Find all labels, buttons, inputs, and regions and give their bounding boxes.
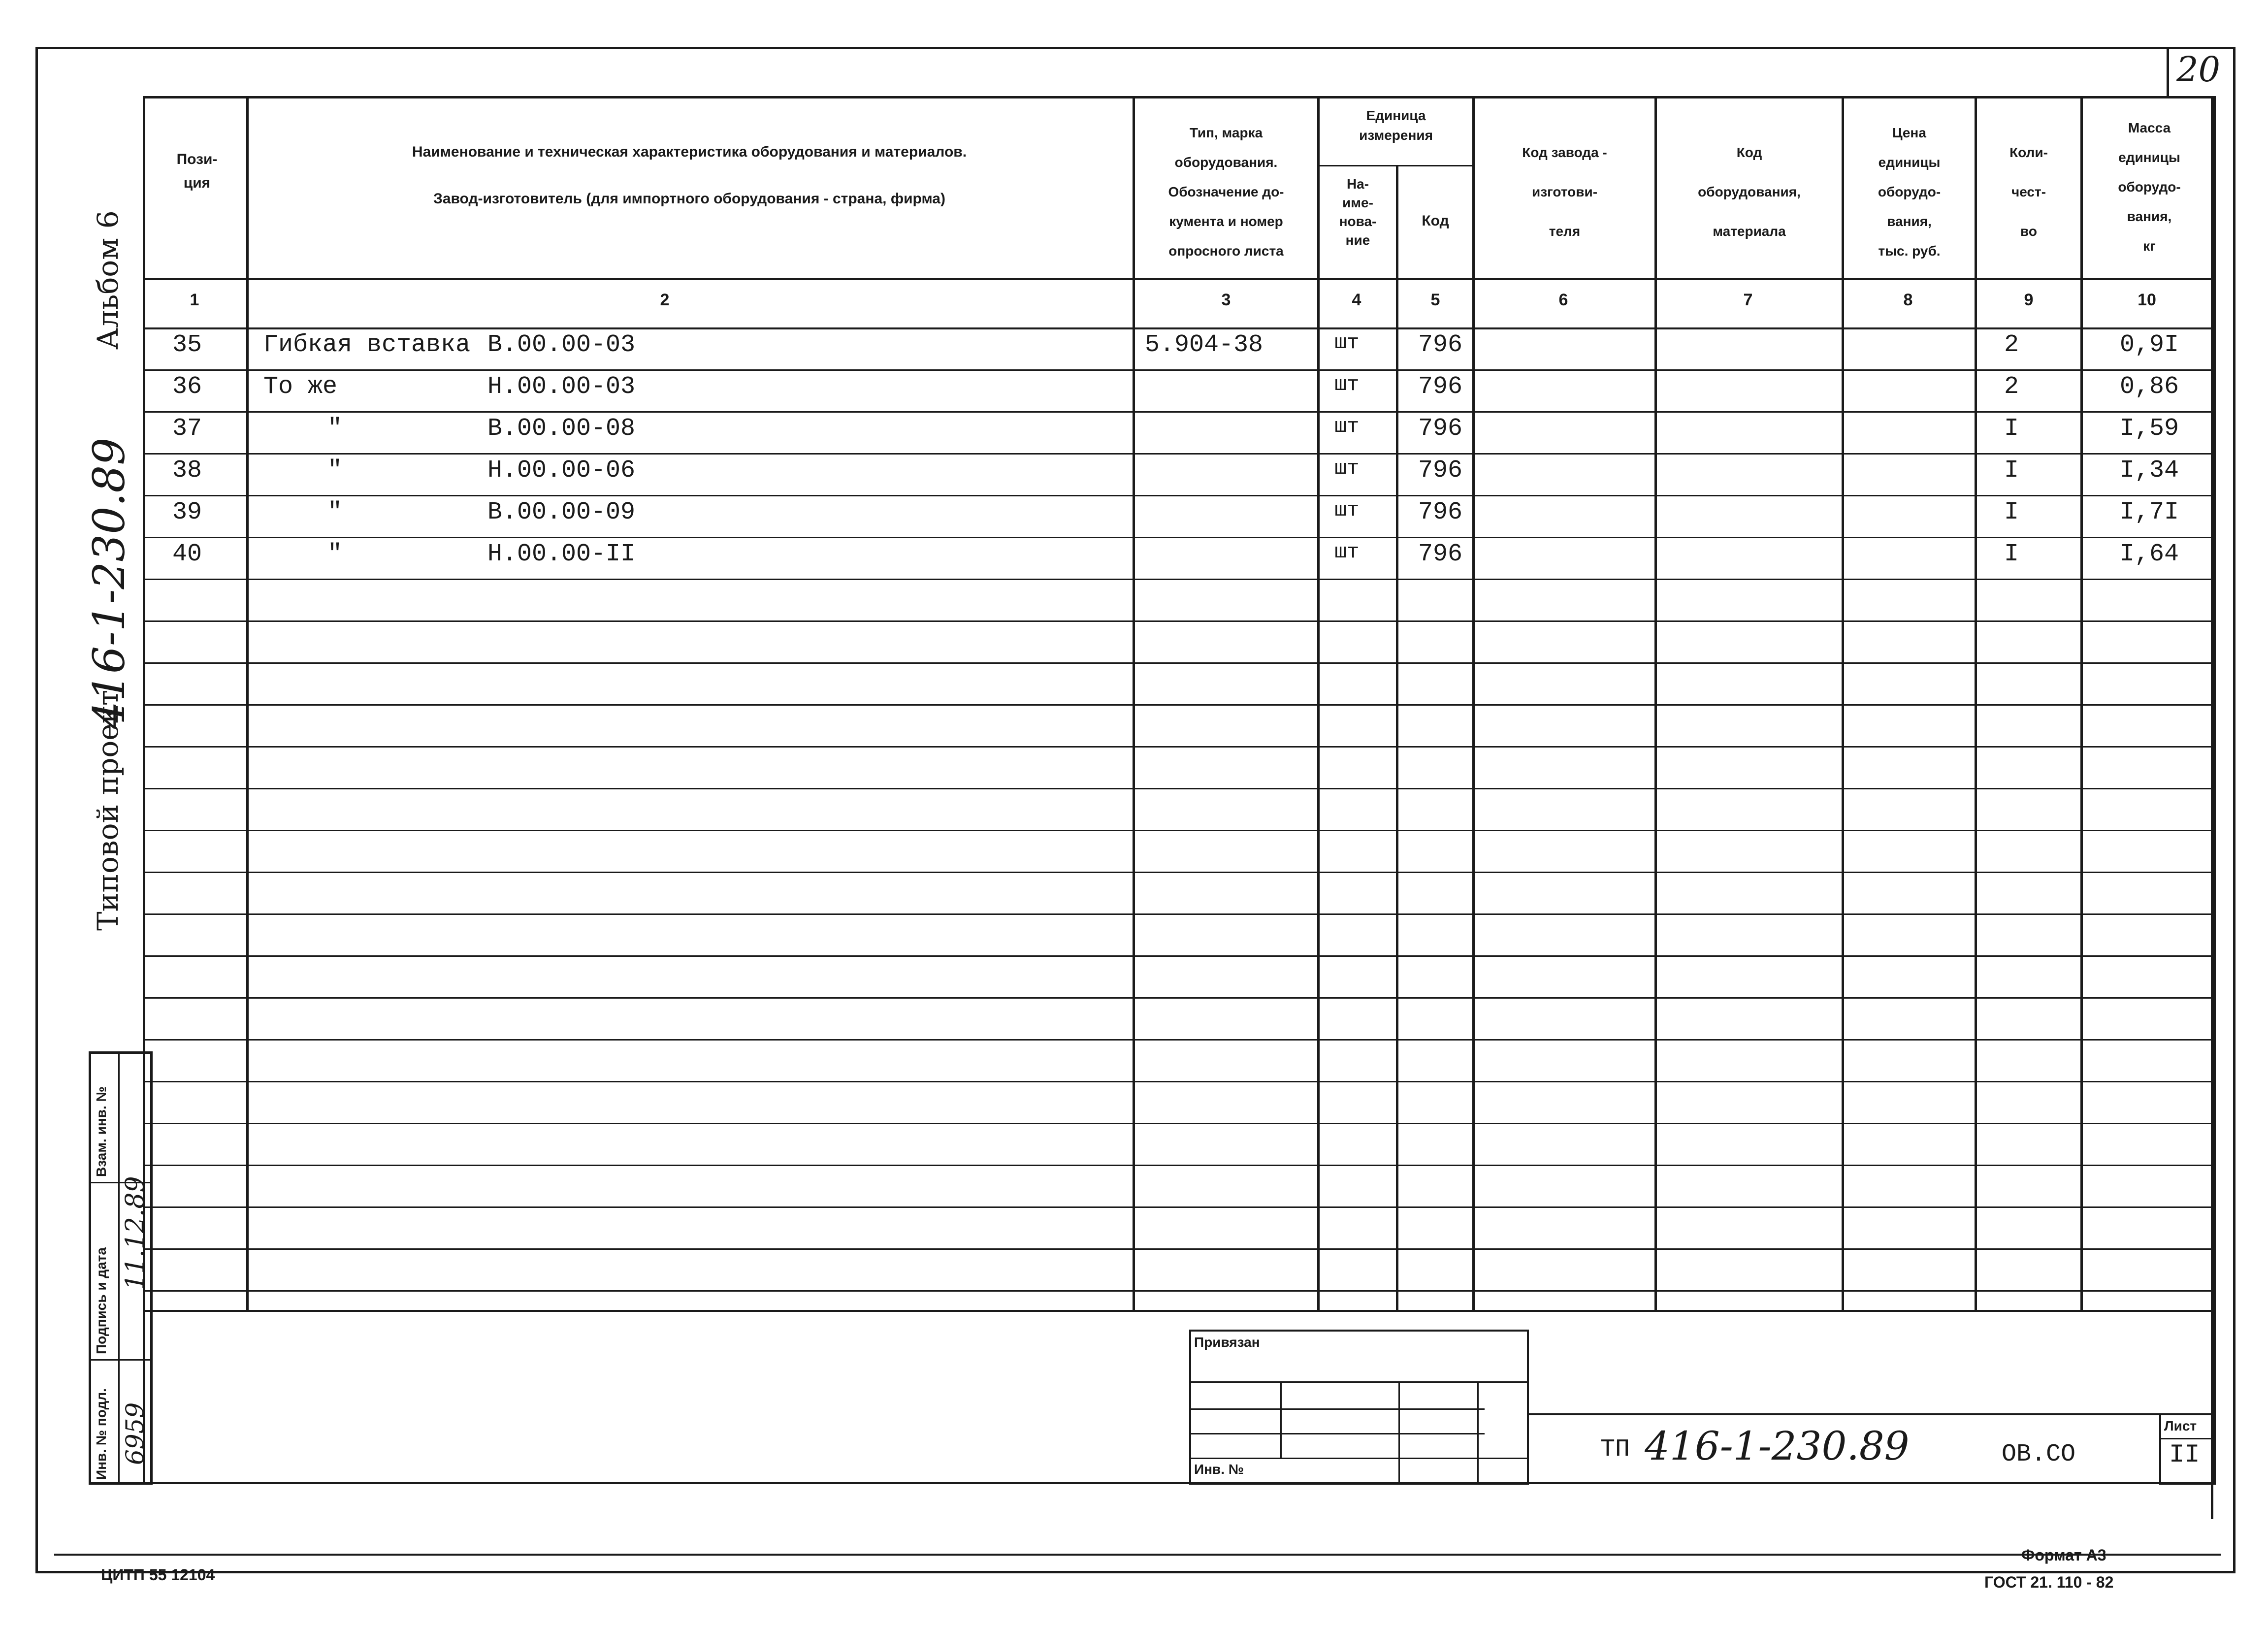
colnum-2: 2 — [660, 291, 670, 309]
cell-mass: I,7I — [2120, 498, 2179, 526]
vzam-inv-label: Взам. инв. № — [94, 1086, 109, 1177]
binding-v-2 — [1398, 1381, 1400, 1485]
cell-name: " — [327, 456, 343, 485]
cell-doc: 5.904-38 — [1145, 331, 1264, 359]
sign-date-value: 11.12.89 — [121, 1176, 150, 1290]
cell-position: 37 — [172, 415, 202, 443]
row-line — [143, 1165, 2216, 1166]
row-line — [143, 1206, 2216, 1208]
colnum-8: 8 — [1903, 291, 1913, 309]
cell-quantity: I — [2004, 415, 2019, 443]
cell-name: " — [327, 415, 343, 443]
col-line-4 — [1396, 165, 1398, 1310]
colnum-7: 7 — [1743, 291, 1753, 309]
row-line — [143, 1123, 2216, 1124]
title-block-top — [1529, 1413, 2216, 1415]
cell-unit-code: 796 — [1418, 331, 1463, 359]
album-label: Альбом 6 — [91, 210, 125, 350]
cell-mass: I,59 — [2120, 415, 2179, 443]
inv-podl-label: Инв. № подл. — [94, 1388, 109, 1480]
cell-mark: Н.00.00-II — [487, 540, 636, 568]
header-manufacturer: Завод-изготовитель (для импортного оборудования - страна, фирма) — [433, 191, 945, 207]
row-line — [143, 1248, 2216, 1250]
header-unit-name: На- име- нова- ние — [1339, 176, 1377, 248]
cell-mark: Н.00.00-03 — [487, 373, 636, 401]
header-unit-code: Код — [1422, 213, 1449, 229]
cell-mark: В.00.00-08 — [487, 415, 636, 443]
binding-v-3 — [1477, 1381, 1479, 1485]
row-line — [143, 495, 2216, 496]
colnum-bottom-line — [143, 327, 2216, 329]
row-line — [143, 662, 2216, 664]
unit-header-split — [1317, 165, 1472, 166]
cell-position: 39 — [172, 498, 202, 526]
row-line — [143, 872, 2216, 873]
colnum-5: 5 — [1430, 291, 1440, 309]
row-line — [143, 788, 2216, 789]
footer-format: Формат А3 — [2021, 1546, 2106, 1564]
cell-position: 38 — [172, 456, 202, 485]
project-prefix: Типовой проект — [91, 690, 125, 931]
cell-position: 35 — [172, 331, 202, 359]
row-line — [143, 369, 2216, 371]
cell-name: Гибкая вставка — [263, 331, 471, 359]
cell-unit: шт — [1334, 373, 1360, 396]
header-equipment-code: Код оборудования, материала — [1698, 145, 1801, 239]
header-type-mark: Тип, марка оборудования. Обозначение до- кумента и номер опросного листа — [1168, 125, 1284, 259]
privyazan-label: Привязан — [1194, 1335, 1260, 1350]
sheet-label: Лист — [2164, 1418, 2197, 1433]
row-line — [143, 997, 2216, 999]
cell-position: 40 — [172, 540, 202, 568]
cell-quantity: I — [2004, 498, 2019, 526]
doc-code: ОВ.СО — [2002, 1440, 2076, 1468]
colnum-10: 10 — [2138, 291, 2156, 309]
cell-mark: Н.00.00-06 — [487, 456, 636, 485]
row-line — [143, 1039, 2216, 1041]
cell-mass: I,34 — [2120, 456, 2179, 485]
cell-quantity: 2 — [2004, 373, 2019, 401]
cell-unit: шт — [1334, 540, 1360, 564]
cell-unit-code: 796 — [1418, 456, 1463, 485]
colnum-1: 1 — [190, 291, 199, 309]
cell-unit: шт — [1334, 331, 1360, 355]
page-bottom-line — [143, 1482, 2216, 1484]
row-line — [143, 1081, 2216, 1082]
row-line — [143, 704, 2216, 706]
header-price: Цена единицы оборудо- вания, тыс. руб. — [1878, 125, 1941, 259]
sheet-value: II — [2169, 1440, 2200, 1469]
sign-date-label: Подпись и дата — [94, 1247, 109, 1354]
cell-unit-code: 796 — [1418, 415, 1463, 443]
cell-unit-code: 796 — [1418, 373, 1463, 401]
cell-unit: шт — [1334, 456, 1360, 480]
cell-mass: 0,86 — [2120, 373, 2179, 401]
row-line — [143, 955, 2216, 957]
cell-unit: шт — [1334, 498, 1360, 522]
header-bottom-line — [143, 278, 2216, 280]
cell-quantity: I — [2004, 540, 2019, 568]
header-unit: Единица измерения — [1359, 108, 1433, 143]
sheet-box-split — [2159, 1438, 2216, 1439]
project-code: 416-1-230.89 — [84, 437, 134, 729]
tp-prefix: ТП — [1600, 1435, 1630, 1464]
tp-code: 416-1-230.89 — [1645, 1423, 1910, 1469]
footer-gost: ГОСТ 21. 110 - 82 — [1984, 1573, 2114, 1591]
outer-frame-inner-bottom — [54, 1554, 2221, 1556]
cell-unit: шт — [1334, 415, 1360, 438]
cell-name: " — [327, 540, 343, 568]
binding-v-1 — [1280, 1381, 1282, 1458]
sheet-number: 20 — [2176, 49, 2221, 90]
table-bottom-line — [143, 1310, 2216, 1312]
left-stamp-row-2 — [89, 1359, 153, 1361]
row-line — [143, 411, 2216, 413]
binding-inv-label: Инв. № — [1194, 1462, 1244, 1477]
row-line — [143, 746, 2216, 748]
cell-unit-code: 796 — [1418, 498, 1463, 526]
cell-quantity: 2 — [2004, 331, 2019, 359]
cell-quantity: I — [2004, 456, 2019, 485]
footer-left: ЦИТП 55 12104 — [101, 1566, 215, 1584]
header-mass: Масса единицы оборудо- вания, кг — [2118, 120, 2181, 254]
row-line — [143, 620, 2216, 622]
colnum-4: 4 — [1352, 291, 1361, 309]
row-line — [143, 913, 2216, 915]
cell-mark: В.00.00-03 — [487, 331, 636, 359]
cell-mass: I,64 — [2120, 540, 2179, 568]
header-name: Наименование и техническая характеристика оборудования и материалов. — [412, 144, 967, 160]
cell-position: 36 — [172, 373, 202, 401]
row-line — [143, 453, 2216, 455]
inv-podl-value: 6959 — [121, 1402, 149, 1465]
colnum-9: 9 — [2024, 291, 2034, 309]
header-factory-code: Код завода - изготови- теля — [1522, 145, 1607, 239]
header-position: Пози- ция — [176, 151, 218, 191]
cell-name: " — [327, 498, 343, 526]
row-line — [143, 1290, 2216, 1292]
row-line — [143, 830, 2216, 831]
binding-line-2 — [1189, 1408, 1485, 1410]
cell-mass: 0,9I — [2120, 331, 2179, 359]
row-line — [143, 579, 2216, 580]
header-quantity: Коли- чест- во — [2009, 145, 2048, 239]
cell-name: То же — [263, 373, 338, 401]
cell-unit-code: 796 — [1418, 540, 1463, 568]
left-stamp-split — [118, 1051, 120, 1485]
colnum-6: 6 — [1558, 291, 1568, 309]
binding-line-3 — [1189, 1433, 1485, 1434]
row-line — [143, 537, 2216, 538]
cell-mark: В.00.00-09 — [487, 498, 636, 526]
colnum-3: 3 — [1221, 291, 1231, 309]
